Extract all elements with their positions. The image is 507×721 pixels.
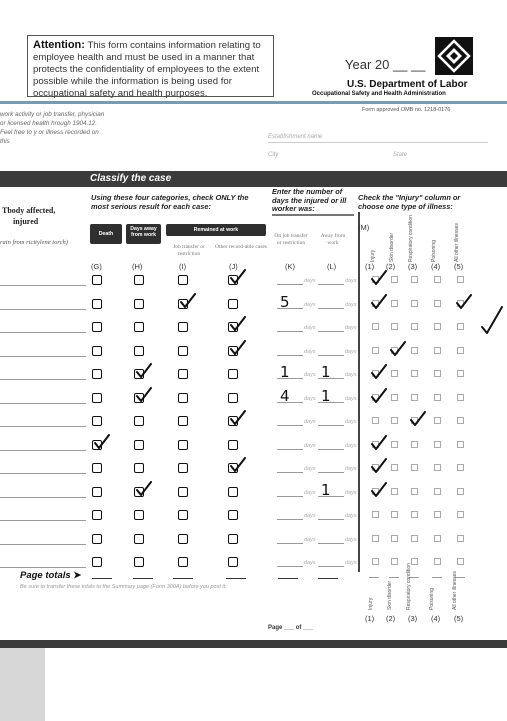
case-checkbox-i[interactable]	[178, 322, 188, 332]
type-checkbox-4[interactable]	[434, 394, 441, 401]
days-k-word: days	[304, 395, 316, 402]
case-checkbox-g[interactable]	[92, 557, 102, 567]
days-l-line[interactable]	[318, 331, 344, 332]
type-total-line-1[interactable]	[389, 577, 399, 578]
days-k-line[interactable]	[277, 472, 303, 473]
days-l-word: days	[345, 560, 357, 566]
away-header: Away from work	[320, 233, 346, 246]
dol-logo	[435, 37, 473, 75]
days-heading: Enter the number of days the injured or ill worker was:	[272, 187, 347, 213]
left-head1: Tbody affected,	[2, 206, 56, 215]
type-heading: Check the "Injury" column or choose one type of illness:	[358, 193, 461, 211]
days-k-line[interactable]	[277, 566, 303, 567]
letter-2: (2)	[386, 262, 396, 271]
type-checkbox-1[interactable]	[372, 417, 379, 424]
case-checkbox-h[interactable]	[134, 534, 144, 544]
days-k-line[interactable]	[277, 331, 303, 332]
case-checkbox-j[interactable]	[228, 299, 238, 309]
days-k-word: days	[304, 536, 316, 543]
footer-poisoning: Poisoning	[429, 588, 435, 610]
type-checkbox-5[interactable]	[457, 417, 464, 424]
days-l-line[interactable]	[318, 425, 344, 426]
type-checkbox-2[interactable]	[391, 511, 398, 518]
case-checkbox-h[interactable]	[134, 346, 144, 356]
days-l-value: 1	[321, 386, 331, 405]
left-sub: rain from ricitylene torch)	[0, 239, 68, 246]
days-l-line[interactable]	[318, 449, 344, 450]
days-k-line[interactable]	[277, 496, 303, 497]
case-row-line[interactable]	[0, 403, 86, 404]
type-checkmark-1	[370, 270, 388, 286]
case-row-line[interactable]	[0, 520, 86, 521]
checkmark-g	[93, 434, 111, 450]
days-k-line[interactable]	[277, 284, 303, 285]
case-row-line[interactable]	[0, 497, 86, 498]
type-checkbox-2[interactable]	[391, 441, 398, 448]
days-k-value: 5	[280, 292, 290, 311]
case-row-line[interactable]	[0, 450, 86, 451]
margin-checkmark	[480, 305, 504, 340]
type-checkbox-4[interactable]	[434, 558, 441, 565]
days-l-word: days	[345, 419, 357, 425]
footer-num-5: (5)	[454, 614, 464, 623]
case-checkbox-g[interactable]	[92, 534, 102, 544]
case-checkbox-i[interactable]	[178, 346, 188, 356]
page-number: Page ___ of ___	[268, 625, 314, 631]
case-checkbox-i[interactable]	[178, 557, 188, 567]
checkmark-i	[179, 293, 197, 309]
case-checkbox-g[interactable]	[92, 487, 102, 497]
case-checkbox-g[interactable]	[92, 322, 102, 332]
type-checkbox-5[interactable]	[457, 535, 464, 542]
type-checkbox-3[interactable]	[411, 511, 418, 518]
days-k-word: days	[304, 513, 316, 519]
scan-gray-area	[0, 648, 45, 721]
type-checkbox-2[interactable]	[391, 276, 398, 283]
type-checkbox-3[interactable]	[411, 488, 418, 495]
skin-header: Skin disorder	[389, 232, 395, 262]
days-l-value: 1	[321, 363, 331, 381]
case-checkbox-g[interactable]	[92, 299, 102, 309]
case-checkbox-j[interactable]	[228, 534, 238, 544]
injury-header: Injury	[370, 249, 376, 262]
type-checkbox-3[interactable]	[411, 300, 418, 307]
days-l-word: days	[345, 278, 357, 284]
days-k-word: days	[304, 348, 316, 355]
case-checkbox-h[interactable]	[134, 299, 144, 309]
m-label: (M)	[358, 223, 370, 232]
case-checkbox-i[interactable]	[178, 487, 188, 497]
other-illness-header: All other illnesses	[454, 223, 460, 262]
section-band	[0, 171, 507, 187]
type-checkbox-1[interactable]	[372, 323, 379, 330]
case-checkbox-h[interactable]	[134, 275, 144, 285]
type-checkmark-2	[389, 341, 407, 357]
job-transfer-header: Job transfer or restriction	[173, 244, 205, 257]
type-checkbox-2[interactable]	[391, 323, 398, 330]
type-checkbox-3[interactable]	[411, 558, 418, 565]
letter-1: (1)	[365, 262, 375, 271]
type-checkbox-5[interactable]	[457, 488, 464, 495]
letter-5: (5)	[454, 262, 464, 271]
type-checkmark-5	[455, 294, 473, 310]
left-head2: injured	[13, 217, 39, 226]
days-k-line[interactable]	[277, 449, 303, 450]
attention-notice	[27, 35, 274, 97]
type-checkbox-3[interactable]	[411, 370, 418, 377]
case-checkbox-g[interactable]	[92, 416, 102, 426]
days-l-line[interactable]	[318, 284, 344, 285]
type-checkbox-5[interactable]	[457, 323, 464, 330]
days-l-value: 1	[321, 480, 331, 499]
attention-label: Attention:	[33, 39, 85, 51]
days-k-value: 4	[280, 386, 290, 405]
categories-heading: Using these four categories, check ONLY the most serious result for each case:	[91, 193, 249, 211]
type-checkbox-3[interactable]	[411, 394, 418, 401]
type-checkbox-2[interactable]	[391, 558, 398, 565]
case-checkbox-i[interactable]	[178, 275, 188, 285]
case-checkbox-j[interactable]	[228, 557, 238, 567]
case-row-line[interactable]	[0, 426, 86, 427]
type-checkbox-4[interactable]	[434, 464, 441, 471]
case-checkbox-j[interactable]	[228, 487, 238, 497]
days-l-line[interactable]	[318, 566, 344, 567]
days-k-word: days	[304, 560, 316, 566]
days-k-line[interactable]	[277, 519, 303, 520]
days-k-word: days	[304, 278, 316, 284]
checkmark-j	[229, 410, 247, 426]
days-l-word: days	[345, 442, 357, 449]
type-checkbox-4[interactable]	[434, 347, 441, 354]
checkmark-j	[229, 269, 247, 285]
other-record-header: Other record-able cases	[215, 244, 267, 250]
case-checkbox-i[interactable]	[178, 463, 188, 473]
type-checkbox-3[interactable]	[411, 441, 418, 448]
days-k-word: days	[304, 325, 316, 331]
transfer-note: Be sure to transfer these totals to the Summary page (Form 300A) before you post it.	[20, 584, 227, 590]
type-checkbox-3[interactable]	[411, 464, 418, 471]
days-k-value: 1	[280, 363, 290, 381]
case-row-line[interactable]	[0, 567, 86, 568]
case-row-line[interactable]	[0, 544, 86, 545]
header-rule	[0, 101, 507, 104]
establishment-field[interactable]	[268, 142, 488, 143]
type-checkmark-3	[409, 411, 427, 427]
type-checkmark-1	[370, 364, 388, 380]
respiratory-header: Respiratory condition	[408, 215, 414, 262]
page-totals-label: Page totals ➤	[20, 570, 82, 581]
days-heading-rule	[272, 214, 354, 216]
case-checkbox-h[interactable]	[134, 557, 144, 567]
type-checkbox-3[interactable]	[411, 535, 418, 542]
type-checkmark-1	[370, 435, 388, 451]
case-row-line[interactable]	[0, 356, 86, 357]
days-k-word: days	[304, 419, 316, 425]
letter-j: (J)	[229, 262, 238, 271]
type-checkbox-4[interactable]	[434, 323, 441, 330]
case-checkbox-i[interactable]	[178, 393, 188, 403]
administration-name: Occupational Safety and Health Administration	[312, 91, 446, 97]
establishment-label: Establishment name	[268, 134, 323, 140]
footer-num-3: (3)	[408, 614, 418, 623]
checkmark-j	[229, 316, 247, 332]
days-l-word: days	[345, 466, 357, 472]
type-checkmark-1	[370, 294, 388, 310]
total-line-2[interactable]	[173, 578, 193, 579]
footer-num-1: (1)	[365, 614, 375, 623]
state-label: State	[393, 152, 408, 158]
type-checkbox-3[interactable]	[411, 323, 418, 330]
days-k-line[interactable]	[277, 543, 303, 544]
case-row-line[interactable]	[0, 332, 86, 333]
case-checkbox-g[interactable]	[92, 393, 102, 403]
footer-num-4: (4)	[431, 614, 441, 623]
case-checkbox-j[interactable]	[228, 440, 238, 450]
type-checkbox-5[interactable]	[457, 276, 464, 283]
type-checkbox-1[interactable]	[372, 511, 379, 518]
type-checkbox-1[interactable]	[372, 535, 379, 542]
days-l-word: days	[345, 489, 357, 496]
type-checkbox-5[interactable]	[457, 464, 464, 471]
case-checkbox-i[interactable]	[178, 534, 188, 544]
attention-text: This form contains information relating to employee health and must be used in a manner that protects the confidentiality of employees to the extent possible while the information is being used for occupational safety and health purposes.	[33, 40, 261, 99]
letter-3: (3)	[408, 262, 418, 271]
days-l-word: days	[345, 513, 357, 519]
type-checkbox-5[interactable]	[457, 558, 464, 565]
type-checkbox-3[interactable]	[411, 276, 418, 283]
type-total-line-3[interactable]	[432, 577, 442, 578]
checkmark-h	[135, 481, 153, 497]
case-checkbox-j[interactable]	[228, 510, 238, 520]
type-checkbox-4[interactable]	[434, 417, 441, 424]
total-line-1[interactable]	[133, 578, 153, 579]
case-checkbox-h[interactable]	[134, 322, 144, 332]
days-l-line[interactable]	[318, 519, 344, 520]
type-checkmark-1	[370, 388, 388, 404]
days-k-line[interactable]	[277, 355, 303, 356]
omb-number: Form approved OMB no. 1218-0176	[362, 107, 451, 113]
case-checkbox-j[interactable]	[228, 369, 238, 379]
type-checkbox-4[interactable]	[434, 535, 441, 542]
total-line-3[interactable]	[226, 578, 246, 579]
type-checkbox-2[interactable]	[391, 417, 398, 424]
days-k-word: days	[304, 466, 316, 472]
footer-respiratory: Respiratory condition	[406, 563, 412, 610]
type-checkbox-5[interactable]	[457, 441, 464, 448]
case-checkbox-j[interactable]	[228, 393, 238, 403]
type-checkbox-1[interactable]	[372, 558, 379, 565]
case-checkbox-i[interactable]	[178, 510, 188, 520]
days-l-word: days	[345, 301, 357, 308]
left-instructions: work activity or job transfer, physician or licensed health hrough 1904.12. Feel free to y or illness recorded on this	[0, 111, 105, 145]
case-checkbox-g[interactable]	[92, 463, 102, 473]
type-checkbox-5[interactable]	[457, 370, 464, 377]
section-title: Classify the case	[90, 173, 172, 184]
total-line-0[interactable]	[92, 578, 112, 579]
year-label: Year 20 __ __	[345, 57, 426, 72]
death-header: Death	[90, 224, 122, 244]
case-checkbox-h[interactable]	[134, 510, 144, 520]
type-checkbox-2[interactable]	[391, 488, 398, 495]
case-row-line[interactable]	[0, 285, 86, 286]
days-l-word: days	[345, 348, 357, 355]
type-checkmark-1	[370, 458, 388, 474]
checkmark-h	[135, 387, 153, 403]
case-checkbox-g[interactable]	[92, 510, 102, 520]
type-checkmark-1	[370, 482, 388, 498]
checkmark-h	[135, 363, 153, 379]
case-checkbox-h[interactable]	[134, 463, 144, 473]
letter-k: (K)	[285, 262, 295, 271]
footer-other: All other illnesses	[452, 571, 458, 610]
case-row-line[interactable]	[0, 379, 86, 380]
type-checkbox-4[interactable]	[434, 441, 441, 448]
case-checkbox-h[interactable]	[134, 440, 144, 450]
type-checkbox-3[interactable]	[411, 347, 418, 354]
type-checkbox-4[interactable]	[434, 276, 441, 283]
days-l-line[interactable]	[318, 543, 344, 544]
days-k-word: days	[304, 489, 316, 496]
case-checkbox-g[interactable]	[92, 369, 102, 379]
case-checkbox-g[interactable]	[92, 346, 102, 356]
days-away-header: Days away from work	[126, 224, 161, 244]
days-k-line[interactable]	[277, 425, 303, 426]
footer-injury: Injury	[368, 597, 374, 610]
type-total-line-0[interactable]	[369, 577, 379, 578]
days-k-word: days	[304, 372, 316, 378]
type-checkbox-4[interactable]	[434, 488, 441, 495]
days-k-word: days	[304, 301, 316, 308]
type-checkbox-4[interactable]	[434, 370, 441, 377]
type-checkbox-2[interactable]	[391, 300, 398, 307]
days-l-word: days	[345, 536, 357, 543]
letter-g: (G)	[91, 262, 102, 271]
footer-band	[0, 640, 507, 648]
type-section-rule	[358, 212, 360, 572]
letter-i: (I)	[179, 262, 187, 271]
type-checkbox-4[interactable]	[434, 300, 441, 307]
checkmark-j	[229, 340, 247, 356]
days-l-line[interactable]	[318, 308, 344, 309]
total-line-5[interactable]	[318, 578, 338, 579]
city-label: City	[268, 152, 279, 158]
type-checkbox-1[interactable]	[372, 347, 379, 354]
case-row-line[interactable]	[0, 309, 86, 310]
letter-4: (4)	[431, 262, 441, 271]
footer-skin: Skin disorder	[387, 580, 393, 610]
case-checkbox-h[interactable]	[134, 416, 144, 426]
case-row-line[interactable]	[0, 473, 86, 474]
days-l-word: days	[345, 372, 357, 378]
case-checkbox-g[interactable]	[92, 275, 102, 285]
days-l-word: days	[345, 395, 357, 402]
footer-num-2: (2)	[386, 614, 396, 623]
days-l-line[interactable]	[318, 472, 344, 473]
case-checkbox-i[interactable]	[178, 416, 188, 426]
type-checkbox-2[interactable]	[391, 464, 398, 471]
type-checkbox-2[interactable]	[391, 370, 398, 377]
type-checkbox-5[interactable]	[457, 394, 464, 401]
poisoning-header: Poisoning	[431, 240, 437, 262]
days-l-word: days	[345, 325, 357, 331]
department-name: U.S. Department of Labor	[347, 79, 468, 90]
type-checkbox-5[interactable]	[457, 511, 464, 518]
type-checkbox-2[interactable]	[391, 535, 398, 542]
on-job-header: On job transfer or restriction	[274, 233, 308, 246]
letter-h: (H)	[132, 262, 143, 271]
type-checkbox-2[interactable]	[391, 394, 398, 401]
days-l-line[interactable]	[318, 355, 344, 356]
case-checkbox-i[interactable]	[178, 369, 188, 379]
type-checkbox-5[interactable]	[457, 347, 464, 354]
type-checkbox-4[interactable]	[434, 511, 441, 518]
case-checkbox-i[interactable]	[178, 440, 188, 450]
days-k-word: days	[304, 442, 316, 449]
letter-l: (L)	[327, 262, 337, 271]
total-line-4[interactable]	[278, 578, 298, 579]
checkmark-j	[229, 457, 247, 473]
remained-header: Remained at work	[166, 224, 266, 236]
